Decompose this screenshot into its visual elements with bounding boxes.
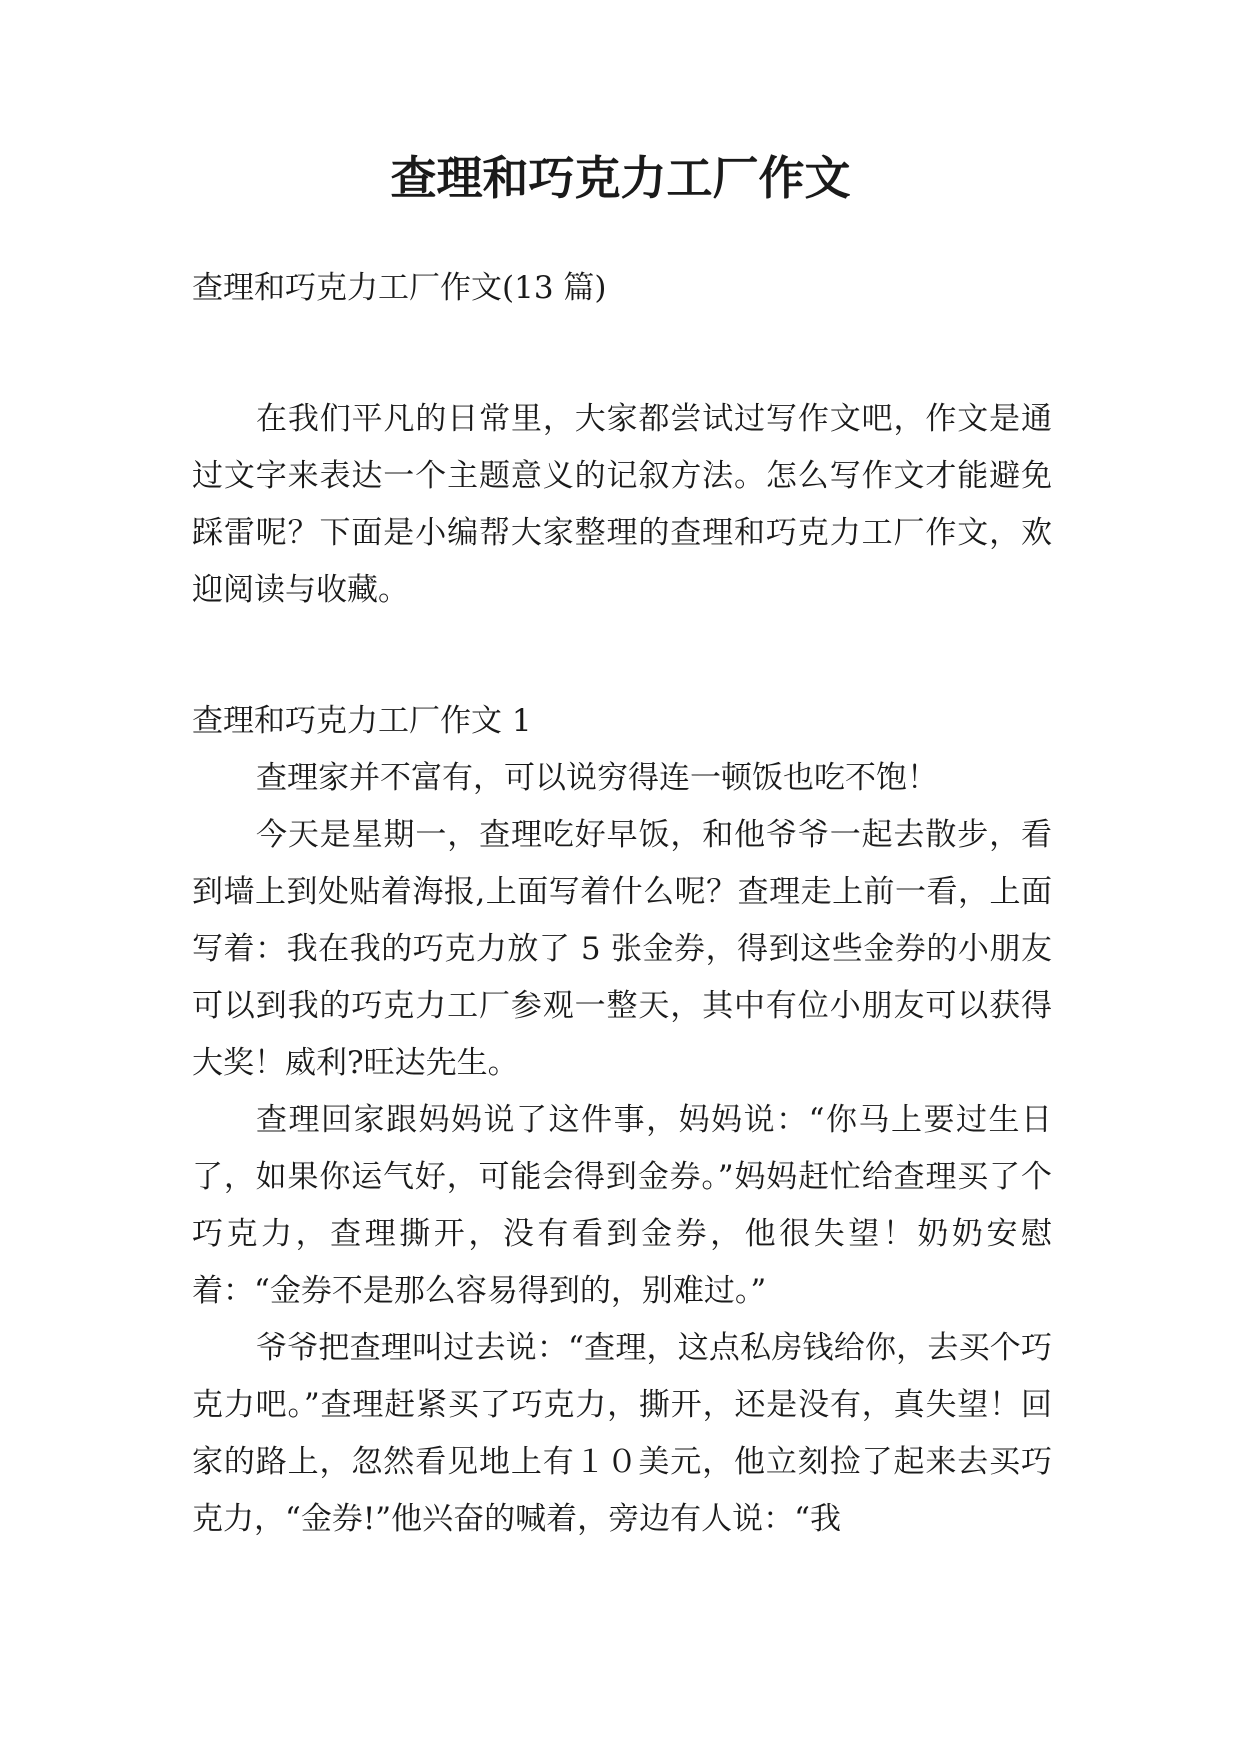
body-paragraph: 今天是星期一，查理吃好早饭，和他爷爷一起去散步，看到墙上到处贴着海报,上面写着什么呢？查理走上前一看，上面写着：我在我的巧克力放了 5 张金券，得到这些金券的小朋友可以到我的巧克力工厂参观一整天，其中有位小朋友可以获得大奖！威利?旺达先生。 <box>192 817 1052 1081</box>
document-subtitle: 查理和巧克力工厂作文(13 篇) <box>192 270 607 306</box>
page-title: 查理和巧克力工厂作文 <box>390 151 851 205</box>
intro-paragraph: 在我们平凡的日常里，大家都尝试过写作文吧，作文是通过文字来表达一个主题意义的记叙方法。怎么写作文才能避免踩雷呢？下面是小编帮大家整理的查理和巧克力工厂作文，欢迎阅读与收藏。 <box>192 401 1052 608</box>
body-paragraph: 查理家并不富有，可以说穷得连一顿饭也吃不饱！ <box>256 760 938 796</box>
section-heading: 查理和巧克力工厂作文 1 <box>192 703 532 739</box>
body-paragraph: 查理回家跟妈妈说了这件事，妈妈说：“你马上要过生日了，如果你运气好，可能会得到金券。”妈妈赶忙给查理买了个巧克力，查理撕开，没有看到金券，他很失望！奶奶安慰着：“金券不是那么容易得到的，别难过。” <box>192 1102 1052 1309</box>
document-body <box>192 260 1052 1548</box>
body-paragraph: 爷爷把查理叫过去说：“查理，这点私房钱给你，去买个巧克力吧。”查理赶紧买了巧克力，撕开，还是没有，真失望！回家的路上，忽然看见地上有１０美元，他立刻捡了起来去买巧克力，“金券!”他兴奋的喊着，旁边有人说：“我 <box>192 1330 1052 1537</box>
